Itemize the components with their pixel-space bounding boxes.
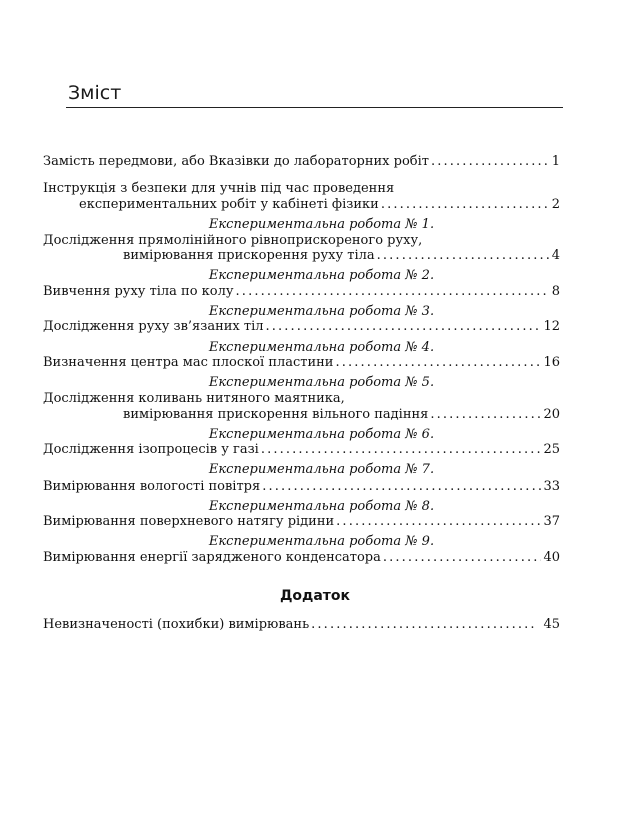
toc-entry-title: Вимірювання енергії зарядженого конденсатора xyxy=(43,550,381,565)
toc-entry[interactable] xyxy=(123,248,560,264)
title-rule xyxy=(66,107,563,108)
toc-page-number: 4 xyxy=(551,248,560,263)
toc-entry[interactable] xyxy=(43,355,560,371)
work-heading: Експериментальна робота № 2. xyxy=(208,268,435,283)
toc-page-number: 37 xyxy=(543,514,560,529)
toc-entry-line1 xyxy=(43,233,560,249)
leader-dots xyxy=(261,442,542,458)
toc-entry-line1 xyxy=(43,181,560,197)
toc-entry[interactable] xyxy=(79,197,560,213)
toc-entry-title: Вимірювання поверхневого натягу рідини xyxy=(43,514,335,529)
toc-page-number: 12 xyxy=(543,319,560,334)
toc-entry-title-line1: Дослідження прямолінійного рівноприскореного руху, xyxy=(43,233,423,248)
toc-page-number: 2 xyxy=(551,197,560,212)
toc-entry-appendix[interactable] xyxy=(43,617,560,633)
toc-entry-title: вимірювання прискорення руху тіла xyxy=(123,248,375,263)
toc-entry[interactable] xyxy=(123,407,560,423)
work-heading: Експериментальна робота № 5. xyxy=(208,375,435,390)
leader-dots xyxy=(430,407,541,423)
toc-entry[interactable] xyxy=(43,284,560,300)
work-heading: Експериментальна робота № 8. xyxy=(208,499,435,514)
leader-dots xyxy=(383,550,542,566)
toc-entry[interactable] xyxy=(43,319,560,335)
leader-dots xyxy=(377,248,550,264)
toc-entry[interactable] xyxy=(43,550,560,566)
leader-dots xyxy=(236,284,550,300)
toc-entry[interactable] xyxy=(43,154,560,170)
toc-entry[interactable] xyxy=(43,514,560,530)
toc-page-number: 25 xyxy=(543,442,560,457)
toc-entry-title: Дослідження ізопроцесів у газі xyxy=(43,442,259,457)
leader-dots xyxy=(431,154,550,170)
work-heading: Експериментальна робота № 7. xyxy=(208,462,435,477)
toc-entry-line1 xyxy=(43,391,560,407)
appendix-heading: Додаток xyxy=(279,588,351,604)
toc-entry-title: Невизначеності (похибки) вимірювань xyxy=(43,617,310,632)
toc-page-number: 45 xyxy=(543,617,560,632)
toc-entry-title: Визначення центра мас плоскої пластини xyxy=(43,355,334,370)
toc-page-number: 16 xyxy=(543,355,560,370)
work-heading: Експериментальна робота № 4. xyxy=(208,340,435,355)
toc-entry[interactable] xyxy=(43,479,560,495)
work-heading: Експериментальна робота № 6. xyxy=(208,427,435,442)
toc-page-number: 20 xyxy=(543,407,560,422)
toc-entry-title-line1: Інструкція з безпеки для учнів під час проведення xyxy=(43,181,395,196)
toc-entry-title: Вимірювання вологості повітря xyxy=(43,479,261,494)
toc-page-number: 8 xyxy=(551,284,560,299)
toc-entry-title: Дослідження руху зв’язаних тіл xyxy=(43,319,264,334)
toc-page-number: 40 xyxy=(543,550,560,565)
leader-dots xyxy=(311,617,535,633)
work-heading: Експериментальна робота № 1. xyxy=(208,217,435,232)
toc-entry-title-line1: Дослідження коливань нитяного маятника, xyxy=(43,391,345,406)
leader-dots xyxy=(265,319,541,335)
page-title: Зміст xyxy=(68,82,122,104)
work-heading: Експериментальна робота № 3. xyxy=(208,304,435,319)
leader-dots xyxy=(336,514,541,530)
toc-entry-title: Вивчення руху тіла по колу xyxy=(43,284,234,299)
work-heading: Експериментальна робота № 9. xyxy=(208,534,435,549)
toc-entry-title: Замість передмови, або Вказівки до лабораторних робіт xyxy=(43,154,429,169)
toc-entry[interactable] xyxy=(43,442,560,458)
toc-entry-title: вимірювання прискорення вільного падіння xyxy=(123,407,429,422)
toc-page-number: 1 xyxy=(551,154,560,169)
leader-dots xyxy=(335,355,541,371)
toc-entry-title: експериментальних робіт у кабінеті фізики xyxy=(79,197,379,212)
leader-dots xyxy=(262,479,541,495)
toc-page-number: 33 xyxy=(543,479,560,494)
leader-dots xyxy=(381,197,550,213)
